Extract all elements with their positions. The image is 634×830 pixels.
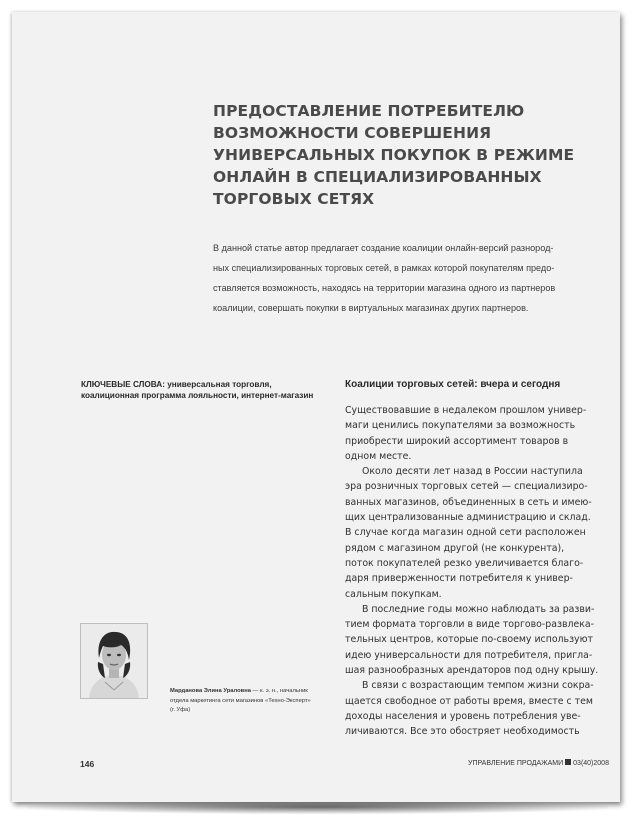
body-line: доходы населения и уровень потребления уве-: [345, 710, 581, 722]
title-line: ОНЛАЙН В СПЕЦИАЛИЗИРОВАННЫХ: [213, 168, 542, 186]
body-line: рядом с магазином другой (не конкурента),: [345, 542, 565, 554]
author-city: (г. Уфа): [170, 707, 191, 714]
abstract-line: ставляется возможность, находясь на территории магазина одного из партнеров: [213, 283, 556, 293]
journal-name: УПРАВЛЕНИЕ ПРОДАЖАМИ: [468, 760, 564, 767]
page-shadow: [28, 800, 608, 814]
body-line: Около десяти лет назад в России наступила: [362, 466, 583, 478]
abstract-line: ных специализированных торговых сетей, в рамках которой покупателям предо-: [213, 263, 555, 273]
article-abstract: [213, 238, 593, 318]
author-photo: [80, 623, 148, 699]
abstract-line: коалиции, совершать покупки в виртуальных магазинах других партнеров.: [213, 303, 529, 313]
author-name: Марданова Элина Ураловна: [170, 688, 251, 694]
journal-footer: [468, 759, 609, 767]
keywords-label: КЛЮЧЕВЫЕ СЛОВА:: [81, 380, 165, 389]
body-line: ванных магазинов, объединенных в сеть и имею-: [345, 496, 592, 508]
body-line: тельных центров, которые по-своему используют: [345, 634, 593, 646]
page-number: 146: [80, 759, 95, 769]
body-line: приобрести широкий ассортимент товаров в: [345, 435, 569, 447]
body-line: В последние годы можно наблюдать за разви-: [362, 603, 595, 615]
body-line: щается свободное от работы время, вместе с тем: [345, 695, 593, 707]
body-line: Существовавшие в недалеком прошлом универ-: [345, 405, 587, 416]
magazine-page: [12, 12, 620, 802]
body-line: сальным покупкам.: [345, 588, 442, 600]
section-heading: Коалиции торговых сетей: вчера и сегодня: [345, 379, 561, 390]
article-body: [345, 403, 605, 740]
article-title: [213, 100, 573, 210]
author-portrait-image: [81, 624, 147, 698]
author-line: [170, 687, 330, 697]
author-info: [170, 687, 330, 716]
body-line: поток покупателей резко увеличивается благо-: [345, 557, 584, 569]
square-bullet-icon: [565, 759, 571, 765]
body-line: В связи с возрастающим темпом жизни сокра-: [362, 680, 594, 692]
body-line: щих централизованные администрацию и склад.: [345, 512, 591, 524]
body-line: тием формата торговли в виде торгово-развлека-: [345, 619, 595, 631]
body-line: маги ценились покупателями за возможность: [345, 420, 576, 432]
keywords-block: [81, 380, 321, 401]
title-line: ВОЗМОЖНОСТИ СОВЕРШЕНИЯ: [213, 124, 492, 142]
title-line: ПРЕДОСТАВЛЕНИЕ ПОТРЕБИТЕЛЮ: [213, 102, 525, 120]
body-line: эра розничных торговых сетей — специализиро-: [345, 481, 588, 493]
title-line: ТОРГОВЫХ СЕТЯХ: [213, 190, 375, 208]
keywords-text: универсальная торговля, коалиционная программа лояльности, интернет-магазин: [81, 380, 314, 400]
author-degree: — к. э. н., начальник: [250, 688, 308, 694]
title-line: УНИВЕРСАЛЬНЫХ ПОКУПОК В РЕЖИМЕ: [213, 146, 575, 164]
body-line: даря приверженности потребителя к универ-: [345, 573, 573, 585]
body-line: В случае когда магазин одной сети расположен: [345, 527, 586, 539]
body-line: идею универсальности для потребителя, пригла-: [345, 649, 593, 661]
journal-issue: 03(40)2008: [573, 760, 609, 767]
body-line: шая разнообразных арендаторов под одну крышу.: [345, 665, 599, 677]
abstract-line: В данной статье автор предлагает создание коалиции онлайн-версий разнород-: [213, 243, 554, 253]
body-line: личиваются. Все это обостряет необходимость: [345, 726, 580, 738]
body-line: одном месте.: [345, 450, 412, 462]
author-position: отдела маркетинга сети магазинов «Техно-Эксперт»: [170, 697, 311, 704]
